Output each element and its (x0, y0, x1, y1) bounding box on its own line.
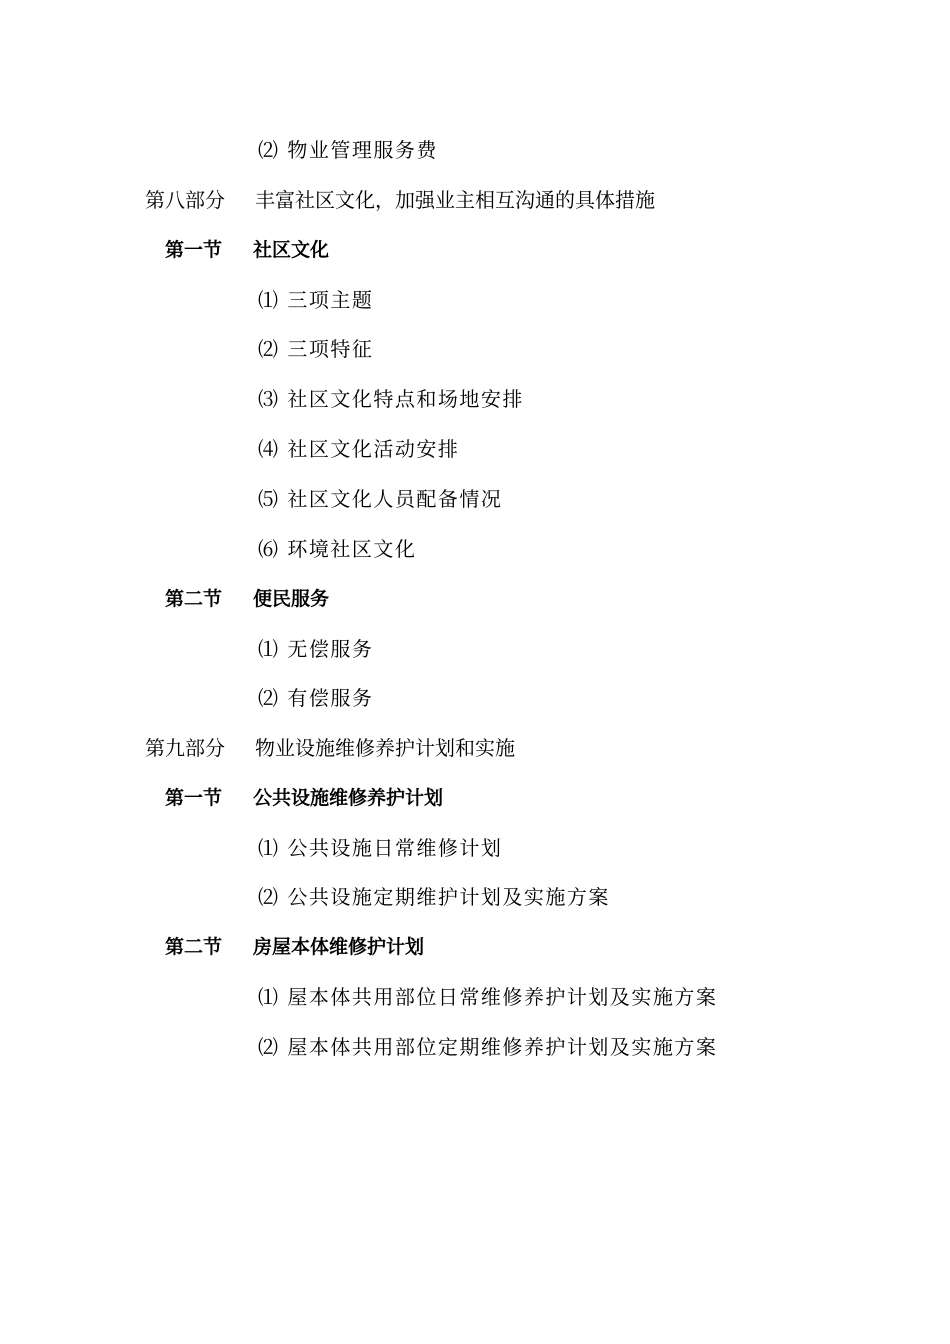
part-heading (145, 735, 515, 761)
list-item: ⑵ 三项特征 (258, 337, 374, 361)
section-heading (165, 586, 329, 612)
list-item: ⑴ 三项主题 (258, 288, 374, 312)
part-title: 丰富社区文化，加强业主相互沟通的具体措施 (255, 188, 655, 212)
list-item: ⑵ 物业管理服务费 (258, 138, 438, 162)
list-item: ⑴ 屋本体共用部位日常维修养护计划及实施方案 (258, 985, 718, 1009)
section-title: 公共设施维修养护计划 (253, 787, 444, 809)
list-item: ⑹ 环境社区文化 (258, 537, 417, 561)
list-item: ⑷ 社区文化活动安排 (258, 437, 460, 461)
part-title: 物业设施维修养护计划和实施 (255, 736, 515, 760)
section-title: 便民服务 (253, 588, 330, 610)
list-item: ⑵ 有偿服务 (258, 686, 374, 710)
section-title: 社区文化 (253, 239, 330, 261)
list-item: ⑵ 屋本体共用部位定期维修养护计划及实施方案 (258, 1035, 718, 1059)
section-label: 第一节 (165, 239, 223, 261)
part-label: 第九部分 (145, 736, 225, 760)
list-item: ⑶ 社区文化特点和场地安排 (258, 387, 524, 411)
section-heading (165, 934, 424, 960)
section-label: 第二节 (165, 936, 223, 958)
list-item: ⑸ 社区文化人员配备情况 (258, 487, 503, 511)
section-title: 房屋本体维修护计划 (253, 936, 425, 958)
part-heading (145, 187, 655, 213)
section-heading (165, 785, 443, 811)
section-heading (165, 237, 329, 263)
section-label: 第一节 (165, 787, 223, 809)
part-label: 第八部分 (145, 188, 225, 212)
list-item: ⑵ 公共设施定期维护计划及实施方案 (258, 885, 610, 909)
section-label: 第二节 (165, 588, 223, 610)
list-item: ⑴ 公共设施日常维修计划 (258, 836, 503, 860)
list-item: ⑴ 无偿服务 (258, 637, 374, 661)
